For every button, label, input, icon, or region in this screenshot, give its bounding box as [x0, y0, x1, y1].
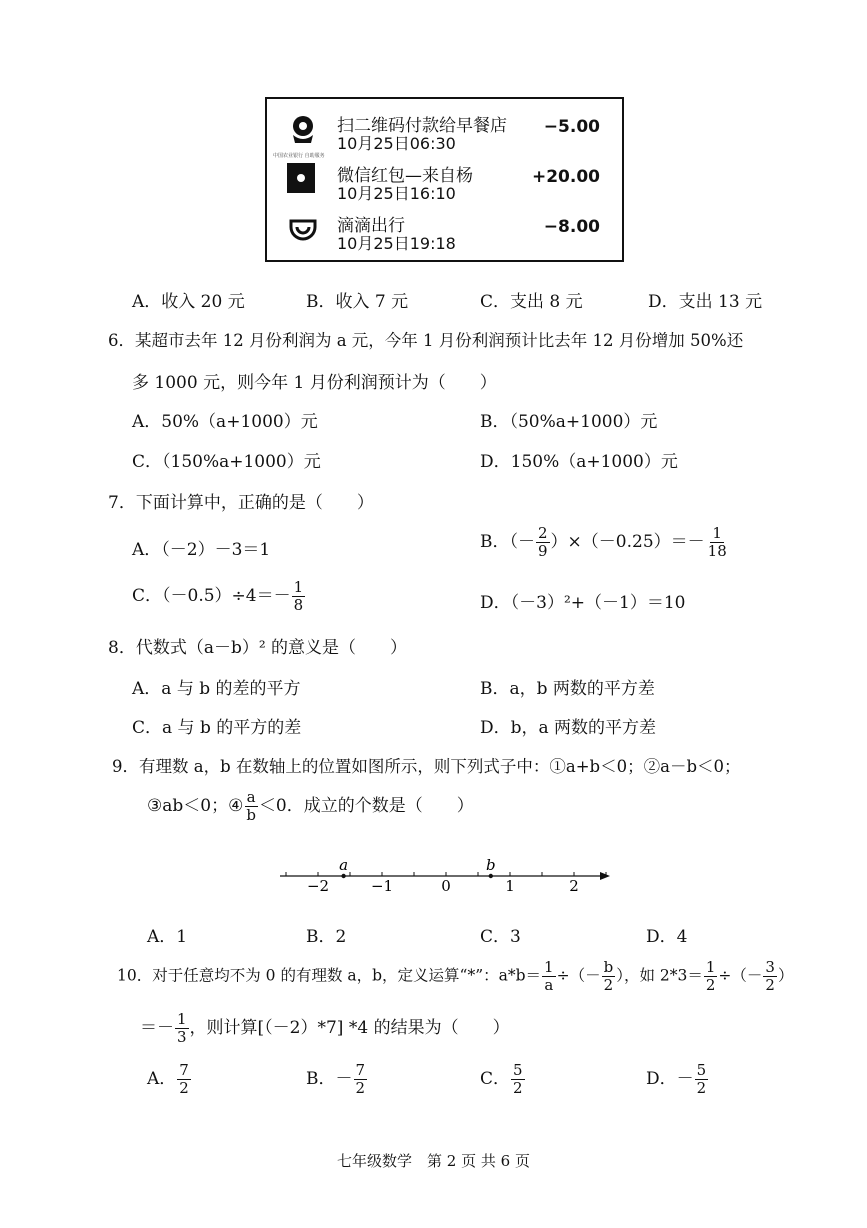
- denominator: 2: [179, 1079, 189, 1097]
- q9-line2-prefix: ③ab＜0；④: [147, 796, 244, 816]
- q7-option-b: [480, 526, 730, 559]
- q6-option-b: B．（50%a+1000）元: [480, 412, 658, 432]
- numerator: 7: [179, 1061, 189, 1079]
- denominator: 9: [538, 542, 548, 560]
- q10-text: ÷（－: [556, 966, 601, 985]
- receipt-amount: +20.00: [531, 167, 600, 187]
- option-sign: －: [676, 1069, 694, 1089]
- numerator: 1: [544, 958, 554, 976]
- fraction: [536, 526, 550, 559]
- receipt-row: [267, 161, 622, 209]
- receipt-row: [267, 111, 622, 159]
- q10-text: 10．对于任意均不为 0 的有理数 a，b，定义运算“*”：a*b＝: [117, 966, 542, 985]
- receipt-title: 微信红包—来自杨: [337, 166, 473, 186]
- option-label: B．: [306, 1069, 336, 1089]
- option-label: D．: [646, 1069, 677, 1089]
- fraction: [695, 1063, 709, 1096]
- q9-option-b: B．2: [306, 927, 347, 947]
- q10-text: ），如 2*3＝: [616, 966, 703, 985]
- fraction: [602, 960, 616, 993]
- q8-option-a: A．a 与 b 的差的平方: [132, 679, 301, 699]
- fraction: [177, 1063, 191, 1096]
- numerator: b: [603, 958, 614, 976]
- q10-text: ）: [777, 966, 794, 985]
- denominator: 8: [293, 596, 304, 614]
- q7-option-c: [132, 580, 306, 613]
- numerator: 2: [538, 524, 548, 542]
- numerator: 1: [177, 1010, 187, 1028]
- numerator: 5: [513, 1061, 523, 1079]
- option-label: A．: [147, 1069, 177, 1089]
- receipt-title: 滴滴出行: [337, 216, 405, 236]
- number-line-tick-label: 1: [505, 877, 515, 895]
- numerator: 7: [355, 1061, 366, 1079]
- q10-option-a: [147, 1063, 192, 1096]
- number-line-tick-label: −1: [370, 877, 394, 895]
- denominator: 2: [765, 976, 775, 994]
- q10-text: ＝－: [140, 1018, 174, 1038]
- point-b-label: b: [485, 856, 496, 874]
- option-sign: －: [335, 1069, 353, 1089]
- denominator: 18: [707, 542, 727, 560]
- receipt-amount: −8.00: [543, 217, 600, 237]
- fraction: [511, 1063, 525, 1096]
- q8-option-d: D．b，a 两数的平方差: [480, 718, 657, 738]
- q8-option-b: B．a，b 两数的平方差: [480, 679, 655, 699]
- bank-logo-text: 中国农业银行 自助服务: [273, 153, 325, 159]
- q8-stem: 8．代数式（a－b）² 的意义是（ ）: [108, 638, 408, 658]
- q10-stem-line2: [140, 1012, 510, 1045]
- q6-stem-line2: 多 1000 元，则今年 1 月份利润预计为（ ）: [132, 373, 497, 393]
- receipt-time: 10月25日16:10: [337, 184, 456, 203]
- fraction: [175, 1012, 189, 1045]
- denominator: b: [246, 806, 256, 824]
- number-line-arrow: [600, 872, 610, 880]
- number-line-tick-label: 0: [441, 877, 451, 895]
- q6-option-d: D．150%（a+1000）元: [480, 452, 678, 472]
- q10-option-c: [480, 1063, 526, 1096]
- q10-option-b: [306, 1063, 368, 1096]
- receipt-row: [267, 211, 622, 259]
- receipt-amount: −5.00: [543, 117, 600, 137]
- number-line-tick-label: −2: [306, 877, 330, 895]
- denominator: 2: [705, 976, 716, 994]
- q9-option-d: D．4: [646, 927, 688, 947]
- q6-option-a: A．50%（a+1000）元: [132, 412, 318, 432]
- page-footer: 七年级数学 第 2 页 共 6 页: [337, 1152, 530, 1170]
- fraction: [704, 960, 718, 993]
- denominator: 2: [355, 1079, 366, 1097]
- q5-option-b: B．收入 7 元: [306, 292, 409, 312]
- bank-logo-icon: [285, 113, 321, 145]
- q9-option-c: C．3: [480, 927, 521, 947]
- point-b: [489, 874, 493, 878]
- numerator: 5: [696, 1061, 707, 1079]
- q7-option-d: D．（－3）²+（－1）＝10: [480, 593, 686, 613]
- number-line-tick-label: 2: [569, 877, 579, 895]
- q5-option-a: A．收入 20 元: [132, 292, 245, 312]
- point-a-label: a: [339, 856, 349, 874]
- q9-option-a: A．1: [147, 927, 188, 947]
- fraction: [354, 1063, 368, 1096]
- receipt-time: 10月25日19:18: [337, 234, 456, 253]
- point-a: [341, 874, 345, 878]
- q6-stem-line1: 6．某超市去年 12 月份利润为 a 元，今年 1 月份利润预计比去年 12 月份增加 50%还: [108, 331, 744, 350]
- fraction: [763, 960, 777, 993]
- payment-record-box: [265, 97, 624, 262]
- q7-option-a: A．（－2）－3＝1: [132, 540, 271, 560]
- denominator: 2: [603, 976, 614, 994]
- numerator: 1: [293, 578, 304, 596]
- q10-option-d: [646, 1063, 709, 1096]
- q7-b-prefix: B．（－: [480, 532, 535, 552]
- denominator: 2: [696, 1079, 707, 1097]
- red-envelope-icon: [287, 163, 315, 193]
- q9-stem-line1: 9．有理数 a，b 在数轴上的位置如图所示，则下列式子中：①a+b＜0；②a－b＜0；: [112, 757, 741, 776]
- q9-stem-line2: [147, 790, 474, 823]
- receipt-time: 10月25日06:30: [337, 134, 456, 153]
- q9-line2-suffix: ＜0．成立的个数是（ ）: [258, 796, 474, 816]
- numerator: 1: [712, 524, 722, 542]
- q5-option-d: D．支出 13 元: [648, 292, 763, 312]
- fraction: [292, 580, 306, 613]
- q7-c-prefix: C．（－0.5）÷4＝－: [132, 586, 291, 606]
- number-line: [270, 848, 620, 898]
- q8-option-c: C．a 与 b 的平方的差: [132, 718, 302, 738]
- didi-logo-icon: [285, 213, 321, 245]
- q7-stem: 7．下面计算中，正确的是（ ）: [108, 493, 374, 513]
- fraction: [542, 960, 556, 993]
- q10-text: ÷（－: [718, 966, 763, 985]
- numerator: 3: [765, 958, 775, 976]
- receipt-title: 扫二维码付款给早餐店: [337, 116, 507, 136]
- q5-option-c: C．支出 8 元: [480, 292, 583, 312]
- numerator: 1: [705, 958, 716, 976]
- fraction: [244, 790, 258, 823]
- denominator: a: [544, 976, 554, 994]
- denominator: 3: [177, 1028, 187, 1046]
- q6-option-c: C．（150%a+1000）元: [132, 452, 321, 472]
- q10-text: ，则计算[（－2）*7] *4 的结果为（ ）: [189, 1018, 510, 1038]
- denominator: 2: [513, 1079, 523, 1097]
- numerator: a: [246, 788, 256, 806]
- q7-b-middle: ）×（－0.25）＝－: [550, 532, 705, 552]
- option-label: C．: [480, 1069, 511, 1089]
- fraction: [706, 526, 729, 559]
- q10-stem-line1: [117, 960, 793, 993]
